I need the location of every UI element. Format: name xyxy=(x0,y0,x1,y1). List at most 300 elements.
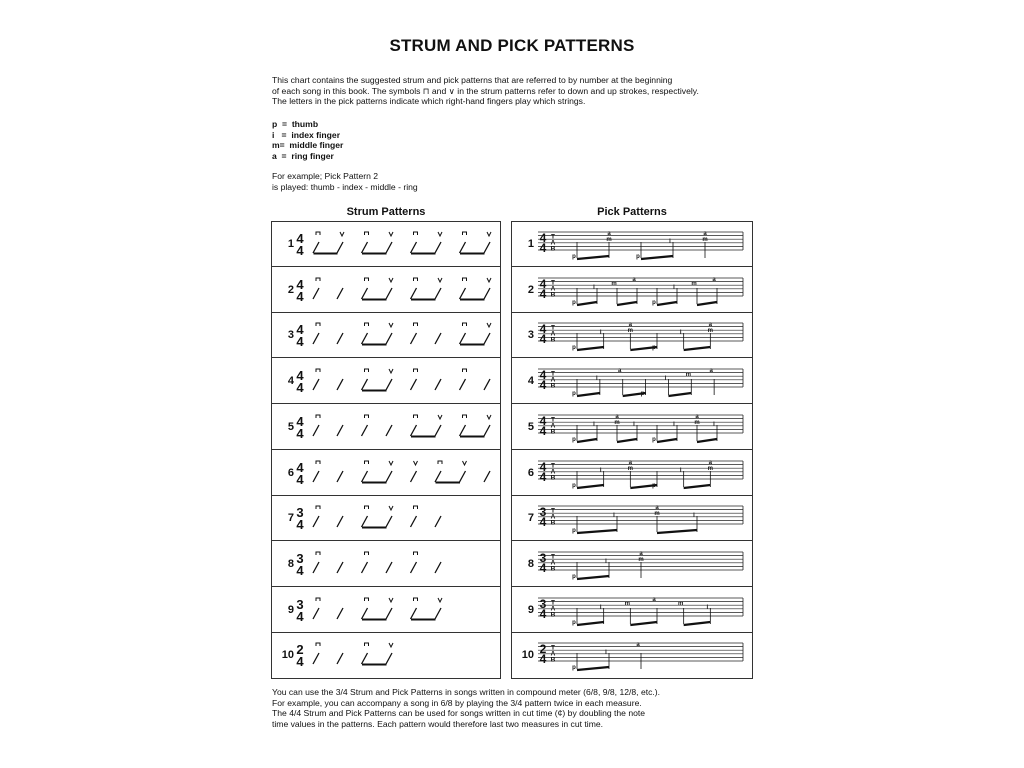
down-stroke-icon xyxy=(316,232,320,235)
down-stroke-icon xyxy=(365,643,369,646)
strum-slash xyxy=(362,608,368,619)
pattern-number: 1 xyxy=(527,238,534,250)
down-stroke-icon xyxy=(414,278,418,281)
pick-pattern-row xyxy=(512,496,752,541)
down-stroke-icon xyxy=(365,552,369,555)
up-stroke-icon xyxy=(389,232,393,236)
note-beam xyxy=(577,302,597,305)
footer-line: time values in the patterns. Each pattern would therefore last two measures in cut time. xyxy=(272,718,604,729)
strum-notation xyxy=(272,451,500,496)
time-signature-bottom: 4 xyxy=(296,471,304,487)
down-stroke-icon xyxy=(316,506,320,509)
tab-letter: B xyxy=(550,336,556,344)
strum-slash xyxy=(435,333,441,344)
strum-notation xyxy=(272,222,500,267)
strum-slash xyxy=(411,516,417,527)
finger-label: a xyxy=(607,231,611,237)
strum-slash xyxy=(362,333,368,344)
finger-label: p xyxy=(652,436,656,443)
example-text xyxy=(272,171,418,192)
finger-label: i xyxy=(679,330,682,337)
note-beam xyxy=(630,622,657,625)
tab-letter: T xyxy=(551,324,555,332)
up-stroke-icon xyxy=(389,369,393,373)
finger-label: i xyxy=(693,513,695,520)
finger-label: m xyxy=(694,419,700,426)
finger-label: m xyxy=(707,465,714,472)
time-signature-bottom: 4 xyxy=(296,562,304,578)
pattern-number: 10 xyxy=(281,649,294,662)
strum-slash xyxy=(313,516,319,527)
pick-patterns-panel xyxy=(511,221,753,679)
down-stroke-icon xyxy=(365,369,369,372)
intro-line: This chart contains the suggested strum and pick patterns that are referred to by number at the beginning xyxy=(272,75,673,85)
strum-slash xyxy=(411,379,417,390)
pattern-number: 2 xyxy=(527,283,534,296)
strum-slash xyxy=(460,333,466,344)
strum-pattern-row xyxy=(272,405,500,450)
down-stroke-icon xyxy=(463,278,467,281)
time-signature-bottom: 4 xyxy=(296,288,304,304)
up-stroke-icon xyxy=(389,278,393,282)
strum-slash xyxy=(411,608,417,619)
strum-pattern-row xyxy=(272,313,500,358)
up-stroke-icon xyxy=(389,643,393,647)
time-signature-top: 2 xyxy=(539,642,547,657)
time-signature-bottom: 4 xyxy=(296,425,304,441)
strum-slash xyxy=(337,288,343,299)
strum-slash xyxy=(386,562,392,573)
strum-slash xyxy=(337,562,343,573)
finger-label: p xyxy=(572,665,576,672)
finger-label: p xyxy=(572,573,576,580)
tab-letter: B xyxy=(550,519,556,527)
legend-item: i = index finger xyxy=(272,129,341,140)
strum-slash xyxy=(386,425,392,436)
finger-label: a xyxy=(632,276,636,283)
up-stroke-icon xyxy=(487,323,491,327)
up-stroke-icon xyxy=(438,415,442,419)
tab-letter: A xyxy=(550,513,556,521)
tab-letter: T xyxy=(551,644,555,652)
pattern-number: 7 xyxy=(527,512,534,525)
time-signature-top: 4 xyxy=(539,413,547,428)
up-stroke-icon xyxy=(389,461,393,465)
pattern-number: 10 xyxy=(521,649,534,662)
strum-notation xyxy=(272,542,500,587)
finger-label: a xyxy=(628,459,633,466)
pick-pattern-row xyxy=(512,268,752,313)
strum-slash xyxy=(411,471,417,482)
note-beam xyxy=(657,530,697,533)
strum-slash xyxy=(337,653,343,664)
finger-label: a xyxy=(712,276,716,283)
down-stroke-icon xyxy=(414,369,418,372)
strum-slash xyxy=(484,379,490,390)
note-beam xyxy=(684,347,711,350)
up-stroke-icon xyxy=(438,598,442,602)
pick-pattern-row xyxy=(512,359,752,404)
down-stroke-icon xyxy=(365,461,369,464)
time-signature-bottom: 4 xyxy=(539,560,547,575)
time-signature-bottom: 4 xyxy=(296,334,304,350)
time-signature-bottom: 4 xyxy=(296,608,304,624)
down-stroke-icon xyxy=(316,415,320,418)
up-stroke-icon xyxy=(389,506,393,510)
time-signature-top: 4 xyxy=(296,413,304,429)
time-signature-bottom: 4 xyxy=(539,515,547,530)
strum-notation xyxy=(272,588,500,633)
time-signature-bottom: 4 xyxy=(539,332,547,347)
note-beam xyxy=(684,622,711,625)
note-beam xyxy=(657,302,677,305)
strum-slash xyxy=(313,653,319,664)
time-signature-top: 4 xyxy=(539,276,547,291)
time-signature-top: 4 xyxy=(296,276,304,292)
down-stroke-icon xyxy=(316,598,320,601)
pattern-number: 3 xyxy=(287,329,294,342)
finger-label: i xyxy=(593,284,595,291)
time-signature-bottom: 4 xyxy=(539,378,547,393)
down-stroke-icon xyxy=(463,369,467,372)
tab-letter: B xyxy=(550,565,556,573)
down-stroke-icon xyxy=(414,506,418,509)
strum-slash xyxy=(411,242,417,253)
finger-label: m xyxy=(691,280,697,287)
strum-slash xyxy=(484,471,490,482)
strum-notation xyxy=(272,633,500,678)
strum-slash xyxy=(362,288,368,299)
strum-slash xyxy=(362,516,368,527)
pattern-number: 8 xyxy=(527,557,534,570)
strum-pattern-row xyxy=(272,268,500,313)
footer-line: For example, you can accompany a song in 6/8 by playing the 3/4 pattern twice in each measure. xyxy=(272,697,642,708)
pick-notation xyxy=(512,313,752,358)
strum-pattern-row xyxy=(272,451,500,496)
finger-label: p xyxy=(572,391,576,398)
time-signature-bottom: 4 xyxy=(296,380,304,396)
finger-label: i xyxy=(613,513,615,520)
time-signature-bottom: 4 xyxy=(539,469,547,484)
finger-label: a xyxy=(618,368,622,375)
finger-label: m xyxy=(627,328,634,335)
note-beam xyxy=(684,485,711,488)
finger-label: m xyxy=(627,465,634,472)
up-stroke-icon xyxy=(389,598,393,602)
time-signature-bottom: 4 xyxy=(539,423,547,438)
finger-label: i xyxy=(679,467,682,474)
pattern-number: 5 xyxy=(287,420,294,433)
finger-label: p xyxy=(572,299,576,306)
pattern-number: 9 xyxy=(287,603,294,616)
strum-slash xyxy=(435,516,441,527)
tab-letter: A xyxy=(550,559,556,567)
strum-slash xyxy=(337,608,343,619)
strum-slash xyxy=(435,379,441,390)
time-signature-top: 4 xyxy=(539,368,547,383)
pick-notation xyxy=(512,268,752,313)
strum-slash xyxy=(435,242,441,253)
legend-item: a = ring finger xyxy=(272,150,334,161)
strum-slash xyxy=(460,471,466,482)
tab-letter: T xyxy=(551,599,555,607)
tab-letter: T xyxy=(551,279,555,287)
time-signature-top: 3 xyxy=(539,505,547,520)
finger-label: i xyxy=(605,650,607,657)
finger-label: p xyxy=(572,436,576,443)
strum-slash xyxy=(313,288,319,299)
note-beam xyxy=(641,256,673,259)
strum-slash xyxy=(411,562,417,573)
time-signature-bottom: 4 xyxy=(296,243,304,258)
finger-label: m xyxy=(685,372,691,379)
strum-slash xyxy=(435,425,441,436)
strum-slash xyxy=(386,516,392,527)
tab-letter: A xyxy=(550,330,556,338)
time-signature-top: 3 xyxy=(539,550,547,565)
time-signature-bottom: 4 xyxy=(539,286,547,301)
time-signature-bottom: 4 xyxy=(539,652,547,667)
tab-letter: A xyxy=(550,422,556,430)
note-beam xyxy=(577,576,609,579)
pattern-number: 3 xyxy=(527,329,534,342)
time-signature-top: 3 xyxy=(539,596,547,611)
strum-slash xyxy=(460,288,466,299)
up-stroke-icon xyxy=(340,232,344,236)
finger-label: a xyxy=(636,642,640,649)
time-signature-bottom: 4 xyxy=(296,517,304,533)
strum-notation xyxy=(272,359,500,404)
finger-label: a xyxy=(695,413,699,420)
up-stroke-icon xyxy=(487,415,491,419)
down-stroke-icon xyxy=(414,232,418,235)
pick-pattern-row xyxy=(512,313,752,358)
down-stroke-icon xyxy=(316,643,320,646)
finger-label: i xyxy=(713,421,715,428)
strum-slash xyxy=(460,242,466,253)
strum-slash xyxy=(386,608,392,619)
down-stroke-icon xyxy=(438,461,442,464)
down-stroke-icon xyxy=(414,323,418,326)
pattern-number: 9 xyxy=(527,603,534,616)
finger-label: a xyxy=(703,231,707,237)
note-beam xyxy=(668,393,691,396)
up-stroke-icon xyxy=(487,278,491,282)
tab-letter: B xyxy=(550,382,556,390)
footer-text xyxy=(272,687,752,729)
strum-slash xyxy=(362,562,368,573)
strum-slash xyxy=(386,288,392,299)
time-signature-top: 3 xyxy=(296,550,304,566)
finger-label: i xyxy=(599,467,602,474)
tab-letter: B xyxy=(550,291,556,299)
strum-pattern-row xyxy=(272,359,500,404)
pick-pattern-row xyxy=(512,633,752,678)
example-line: is played: thumb - index - middle - ring xyxy=(272,181,418,192)
note-beam xyxy=(697,439,717,442)
time-signature-top: 4 xyxy=(539,459,547,474)
finger-label: i xyxy=(596,376,598,383)
finger-label: a xyxy=(639,550,643,557)
down-stroke-icon xyxy=(316,369,320,372)
finger-label: i xyxy=(664,376,667,383)
time-signature-top: 4 xyxy=(296,459,304,475)
finger-label: m xyxy=(707,328,714,335)
time-signature-top: 4 xyxy=(539,231,547,245)
note-beam xyxy=(577,347,604,350)
down-stroke-icon xyxy=(463,323,467,326)
tab-letter: A xyxy=(550,285,556,293)
finger-label: i xyxy=(599,604,602,611)
strum-slash xyxy=(484,242,490,253)
finger-label: i xyxy=(633,421,635,428)
finger-label: a xyxy=(655,505,659,512)
up-stroke-icon xyxy=(438,232,442,236)
down-stroke-icon xyxy=(463,415,467,418)
finger-label: m xyxy=(702,237,708,243)
finger-label: i xyxy=(706,604,709,611)
pick-notation xyxy=(512,496,752,541)
up-stroke-icon xyxy=(414,461,418,465)
pick-notation xyxy=(512,222,752,267)
finger-label: m xyxy=(677,600,684,607)
strum-slash xyxy=(484,425,490,436)
tab-letter: T xyxy=(551,233,555,241)
strum-slash xyxy=(484,333,490,344)
pick-notation xyxy=(512,588,752,633)
strum-patterns-panel xyxy=(271,221,501,679)
pattern-number: 4 xyxy=(287,375,294,388)
strum-pattern-row xyxy=(272,496,500,541)
strum-slash xyxy=(337,425,343,436)
strum-slash xyxy=(337,379,343,390)
footer-line: You can use the 3/4 Strum and Pick Patterns in songs written in compound meter (6/8, 9/8, 12/8, etc.). xyxy=(272,687,661,697)
finger-label: p xyxy=(636,254,640,260)
down-stroke-icon xyxy=(463,232,467,235)
pick-notation xyxy=(512,542,752,587)
note-beam xyxy=(577,439,597,442)
down-stroke-icon xyxy=(365,598,369,601)
strum-slash xyxy=(313,608,319,619)
strum-slash xyxy=(435,288,441,299)
tab-letter: B xyxy=(550,656,556,664)
strum-slash xyxy=(386,242,392,253)
down-stroke-icon xyxy=(365,232,369,235)
finger-label: p xyxy=(572,619,576,626)
strum-slash xyxy=(337,242,343,253)
strum-slash xyxy=(337,516,343,527)
note-beam xyxy=(577,622,604,625)
pattern-number: 4 xyxy=(527,375,534,388)
intro-line: The letters in the pick patterns indicate which right-hand fingers play which strings. xyxy=(272,96,586,107)
finger-label: p xyxy=(572,254,576,260)
tab-letter: A xyxy=(550,605,556,613)
strum-notation xyxy=(272,496,500,541)
strum-slash xyxy=(386,333,392,344)
down-stroke-icon xyxy=(365,278,369,281)
page-title: STRUM AND PICK PATTERNS xyxy=(389,36,635,55)
legend-item: m= middle finger xyxy=(272,140,344,151)
finger-label: a xyxy=(628,322,633,329)
pick-pattern-row xyxy=(512,588,752,633)
strum-slash xyxy=(362,653,368,664)
up-stroke-icon xyxy=(438,278,442,282)
note-beam xyxy=(577,530,617,533)
note-beam xyxy=(617,302,637,305)
strum-pattern-row xyxy=(272,588,500,633)
pick-pattern-row xyxy=(512,405,752,450)
tab-letter: B xyxy=(550,474,556,481)
strum-slash xyxy=(435,471,441,482)
tab-letter: A xyxy=(550,650,556,658)
down-stroke-icon xyxy=(365,506,369,509)
finger-label: a xyxy=(652,596,656,603)
finger-label: a xyxy=(615,413,619,420)
down-stroke-icon xyxy=(316,278,320,281)
note-beam xyxy=(617,439,637,442)
pattern-number: 6 xyxy=(287,466,294,479)
example-line: For example; Pick Pattern 2 xyxy=(272,171,379,181)
pattern-number: 5 xyxy=(527,420,534,433)
tab-letter: A xyxy=(550,468,556,475)
down-stroke-icon xyxy=(365,323,369,326)
strum-slash xyxy=(362,379,368,390)
finger-label: p xyxy=(652,299,656,306)
strum-slash xyxy=(362,242,368,253)
strum-slash xyxy=(484,288,490,299)
pick-notation xyxy=(512,359,752,404)
tab-letter: B xyxy=(550,245,556,253)
time-signature-bottom: 4 xyxy=(539,241,547,255)
finger-label: m xyxy=(606,237,612,243)
pick-notation xyxy=(512,451,752,496)
strum-slash xyxy=(386,471,392,482)
finger-label: i xyxy=(673,284,675,291)
finger-label: a xyxy=(708,459,713,466)
finger-label: p xyxy=(572,345,576,352)
finger-label: m xyxy=(624,600,631,607)
intro-line: of each song in this book. The symbols ⊓ and ∨ in the strum patterns refer to down and up strokes, respectively. xyxy=(272,85,699,96)
strum-slash xyxy=(313,333,319,344)
up-stroke-icon xyxy=(389,323,393,327)
pick-pattern-row xyxy=(512,451,752,496)
note-beam xyxy=(577,256,609,259)
time-signature-top: 4 xyxy=(296,322,304,338)
pick-pattern-row xyxy=(512,542,752,587)
down-stroke-icon xyxy=(316,323,320,326)
note-beam xyxy=(577,393,600,396)
pick-notation xyxy=(512,633,752,678)
time-signature-bottom: 4 xyxy=(539,606,547,621)
finger-label: a xyxy=(708,322,713,329)
finger-label: m xyxy=(638,556,644,563)
time-signature-top: 3 xyxy=(296,596,304,612)
down-stroke-icon xyxy=(365,415,369,418)
finger-label: i xyxy=(669,239,671,245)
legend-item: p = thumb xyxy=(272,119,319,129)
time-signature-bottom: 4 xyxy=(296,654,304,670)
strum-slash xyxy=(313,425,319,436)
down-stroke-icon xyxy=(414,598,418,601)
strum-slash xyxy=(435,562,441,573)
tab-letter: T xyxy=(551,553,555,561)
time-signature-top: 4 xyxy=(296,231,304,246)
pattern-number: 6 xyxy=(527,466,534,479)
strum-pattern-row xyxy=(272,633,500,678)
finger-label: i xyxy=(605,558,607,565)
note-beam xyxy=(577,485,604,488)
pattern-number: 8 xyxy=(287,557,294,570)
